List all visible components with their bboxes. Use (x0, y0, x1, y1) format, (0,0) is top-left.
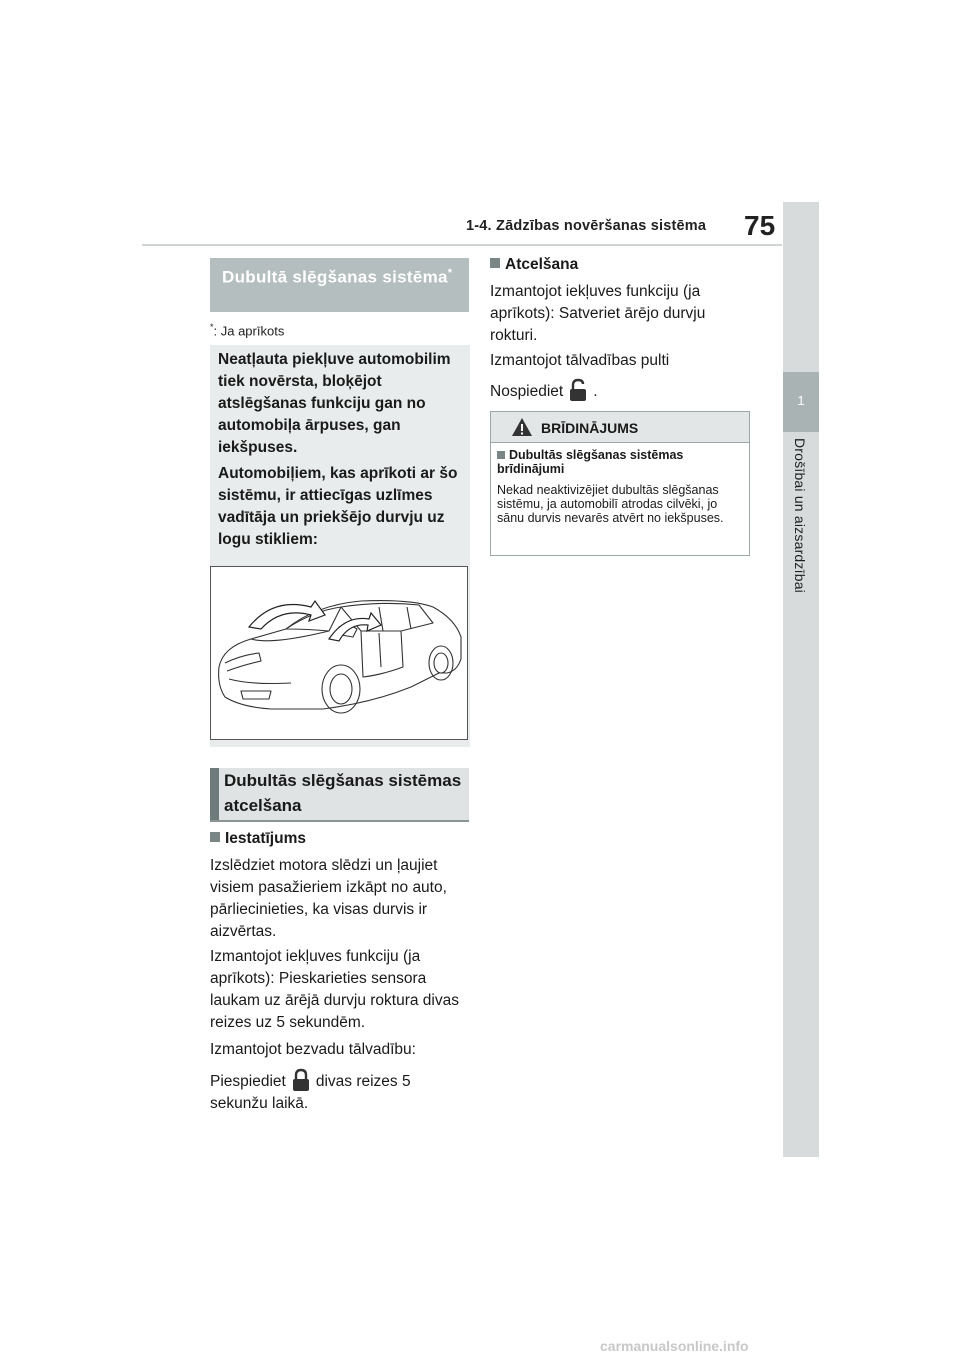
subheading-text: Atcelšana (505, 256, 579, 273)
setup-press-count-text: divas reizes 5 (315, 1073, 411, 1090)
header-section-title: 1-4. Zādzības novēršanas sistēma (466, 218, 707, 234)
warning-box (490, 411, 750, 556)
setup-paragraph-4 (210, 1068, 470, 1093)
section-title-marker: * (447, 267, 453, 279)
setup-paragraph-3: Izmantojot bezvadu tālvadību: (210, 1041, 416, 1058)
footnote-marker: * (210, 322, 214, 332)
footnote-text: : Ja aprīkots (213, 323, 285, 339)
warning-subheading-text: Dubultās slēgšanas sistēmas brīdinājumi (497, 448, 684, 476)
lock-icon (290, 1068, 312, 1092)
cancel-paragraph-2: Izmantojot tālvadības pulti (490, 352, 670, 369)
subheading-setup (210, 830, 306, 848)
car-drawing (211, 567, 467, 739)
cancel-period: . (593, 383, 598, 400)
info-paragraph-1: Neatļauta piekļuve automobilim tiek novērsta, bloķējot atslēgšanas funkciju gan no automobiļa ārpuses, gan iekšpuses. (218, 351, 451, 456)
section-title: Dubultā slēgšanas sistēma (222, 267, 448, 287)
warning-title: BRĪDINĀJUMS (541, 420, 639, 436)
unlock-icon (567, 378, 589, 402)
header-divider (142, 244, 782, 246)
setup-press-text: Piespiediet (210, 1073, 286, 1090)
warning-triangle-icon (511, 417, 533, 442)
square-bullet-icon (210, 832, 220, 842)
info-paragraph-2: Automobiļiem, kas aprīkoti ar šo sistēmu, ir attiecīgas uzlīmes vadītāja un priekšējo durvju uz logu stikliem: (218, 465, 458, 548)
section-accent-bar (210, 768, 219, 820)
footnote (210, 322, 284, 338)
footer-watermark: carmanualsonline.info (600, 1338, 749, 1354)
car-illustration (210, 566, 468, 740)
square-bullet-icon (490, 258, 500, 268)
cancel-paragraph-1: Izmantojot iekļuves funkciju (ja aprīkots): Satveriet ārējo durvju rokturi. (490, 283, 706, 344)
page-number: 75 (744, 210, 776, 241)
section-title: Dubultās slēgšanas sistēmas atcelšana (224, 771, 462, 815)
subheading-text: Iestatījums (225, 830, 306, 847)
warning-subheading (497, 448, 743, 476)
chapter-number: 1 (797, 393, 805, 408)
chapter-title: Drošībai un aizsardzībai (792, 438, 808, 593)
section-header-cancel-double-lock (210, 768, 469, 822)
section-header-double-lock (210, 258, 469, 312)
warning-body: Nekad neaktivizējiet dubultās slēgšanas sistēmu, ja automobilī atrodas cilvēki, jo sānu durvis nevarēs atvērt no iekšpuses. (497, 483, 724, 525)
setup-paragraph-2: Izmantojot iekļuves funkciju (ja aprīkots): Pieskarieties sensora laukam uz ārējā durvju roktura divas reizes uz 5 sekundēm. (210, 948, 459, 1031)
cancel-press-text: Nospiediet (490, 383, 564, 400)
subheading-cancel (490, 256, 578, 274)
warning-header (491, 412, 749, 443)
setup-paragraph-1: Izslēdziet motora slēdzi un ļaujiet visiem pasažieriem izkāpt no auto, pārliecinieties, ka visas durvis ir aizvērtas. (210, 857, 447, 940)
cancel-paragraph-3 (490, 378, 752, 403)
square-bullet-icon (497, 451, 505, 459)
setup-paragraph-5: sekunžu laikā. (210, 1095, 309, 1112)
chapter-side-tab (783, 202, 819, 1157)
